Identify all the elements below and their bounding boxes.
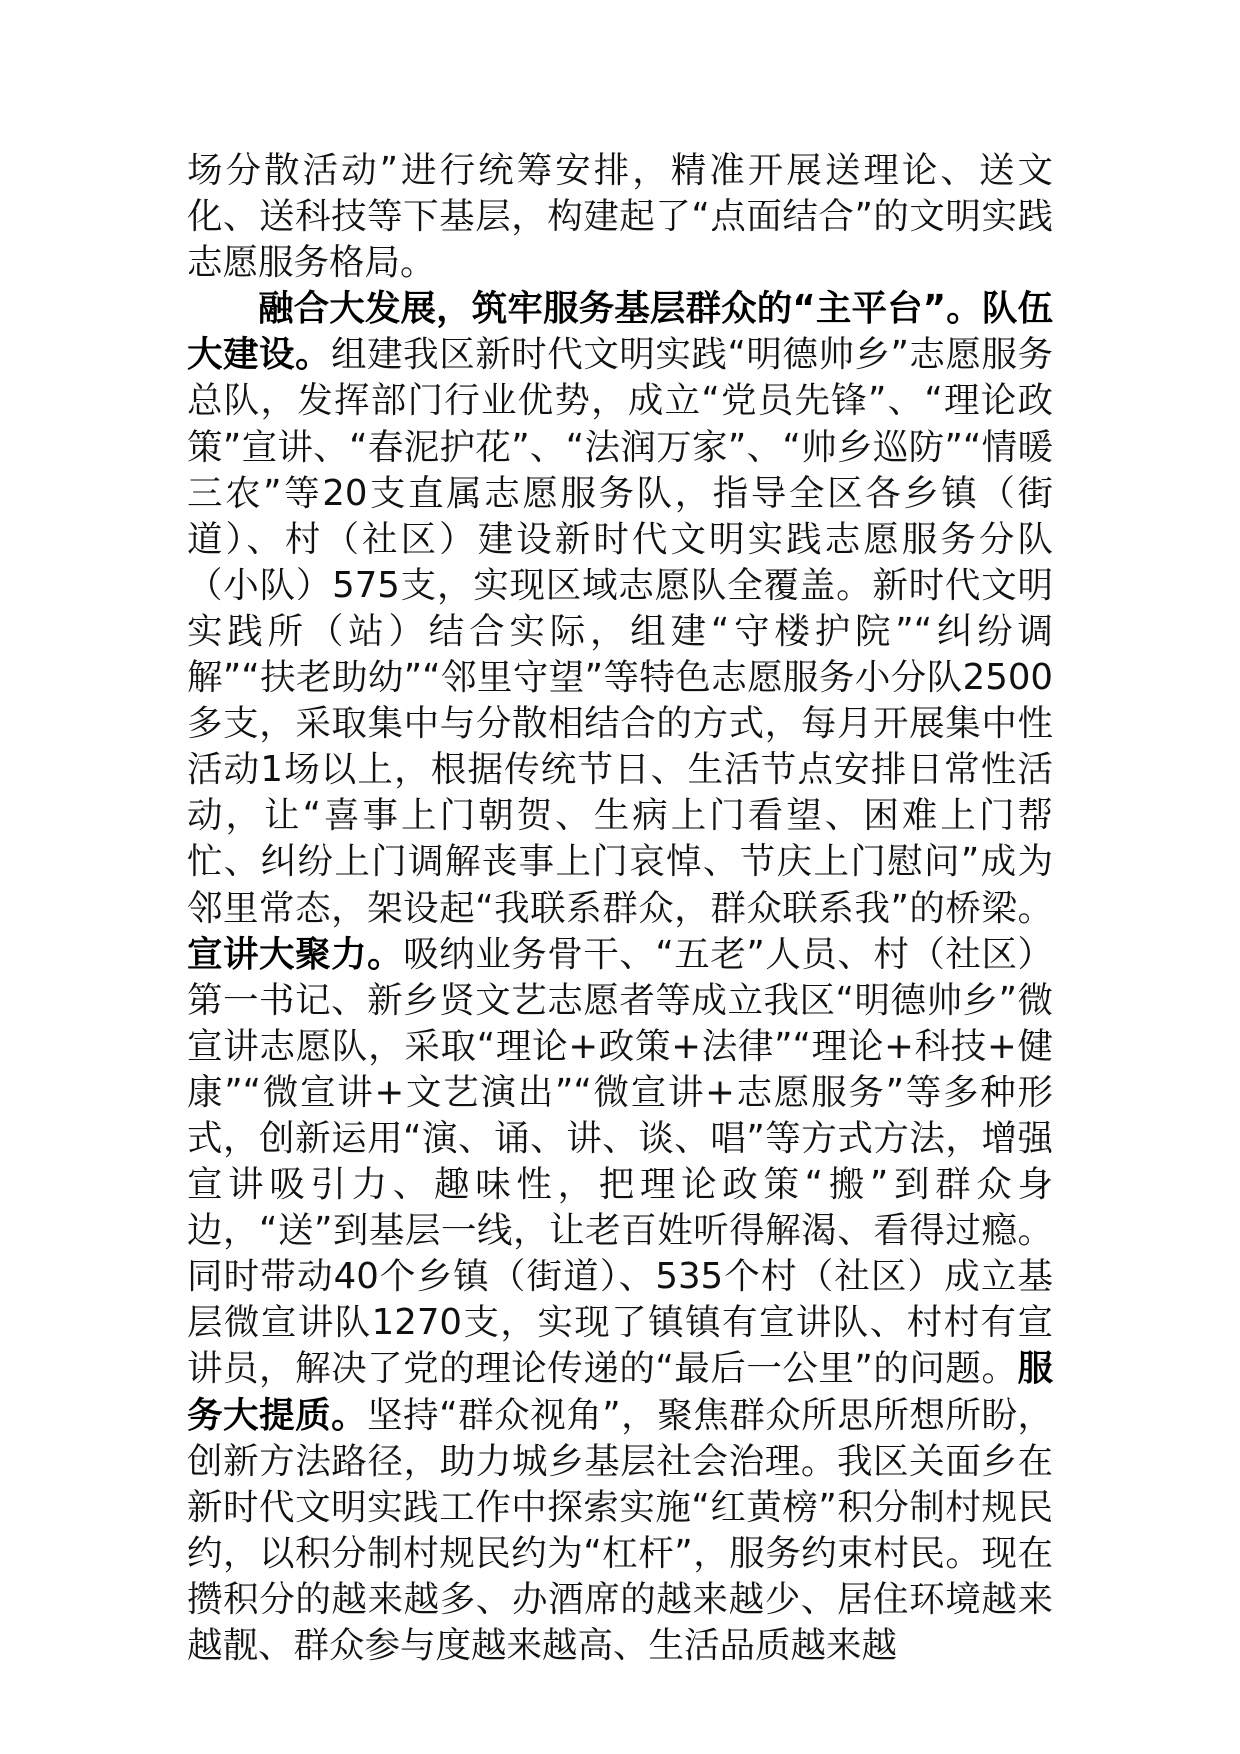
paragraph-continuation <box>187 148 1053 286</box>
subsection-title-service: 服务大提质。 <box>187 1348 1053 1436</box>
subsection-text-service: 坚持“群众视角”，聚焦群众所思所想所盼，创新方法路径，助力城乡基层社会治理。我区关面乡在新时代文明实践工作中探索实施“红黄榜”积分制村规民约，以积分制村规民约为“杠杆”，服务约束村民。现在攒积分的越来越多、办酒席的越来越少、居住环境越来越靓、群众参与度越来越高、生活品质越来越 <box>187 1394 1053 1666</box>
subsection-title-lecture: 宣讲大聚力。 <box>187 933 404 975</box>
subsection-text-team-building: 组建我区新时代文明实践“明德帅乡”志愿服务总队，发挥部门行业优势，成立“党员先锋”、“理论政策”宣讲、“春泥护花”、“法润万家”、“帅乡巡防”“情暖三农”等20支直属志愿服务队，指导全区各乡镇（街道）、村（社区）建设新时代文明实践志愿服务分队（小队）575支，实现区域志愿队全覆盖。新时代文明实践所（站）结合实际，组建“守楼护院”“纠纷调解”“扶老助幼”“邻里守望”等特色志愿服务小分队2500多支，采取集中与分散相结合的方式，每月开展集中性活动1场以上，根据传统节日、生活节点安排日常性活动，让“喜事上门朝贺、生病上门看望、困难上门帮忙、纠纷上门调解丧事上门哀悼、节庆上门慰问”成为邻里常态，架设起“我联系群众，群众联系我”的桥梁。 <box>187 334 1053 929</box>
paragraph-text: 场分散活动”进行统筹安排，精准开展送理论、送文化、送科技等下基层，构建起了“点面结合”的文明实践志愿服务格局。 <box>187 150 1053 284</box>
subsection-text-lecture: 吸纳业务骨干、“五老”人员、村（社区）第一书记、新乡贤文艺志愿者等成立我区“明德帅乡”微宣讲志愿队，采取“理论+政策+法律”“理论+科技+健康”“微宣讲+文艺演出”“微宣讲+志愿服务”等多种形式，创新运用“演、诵、讲、谈、唱”等方式方法，增强宣讲吸引力、趣味性，把理论政策“搬”到群众身边，“送”到基层一线，让老百姓听得解渴、看得过瘾。同时带动40个乡镇（街道）、535个村（社区）成立基层微宣讲队1270支，实现了镇镇有宣讲队、村村有宣讲员，解决了党的理论传递的“最后一公里”的问题。 <box>187 933 1053 1390</box>
subsection-title-team-building: 队伍大建设。 <box>187 288 1053 376</box>
document-page <box>187 148 1053 1669</box>
section-heading: 融合大发展，筑牢服务基层群众的“主平台”。 <box>258 288 982 330</box>
paragraph-integration-development <box>187 286 1053 1669</box>
